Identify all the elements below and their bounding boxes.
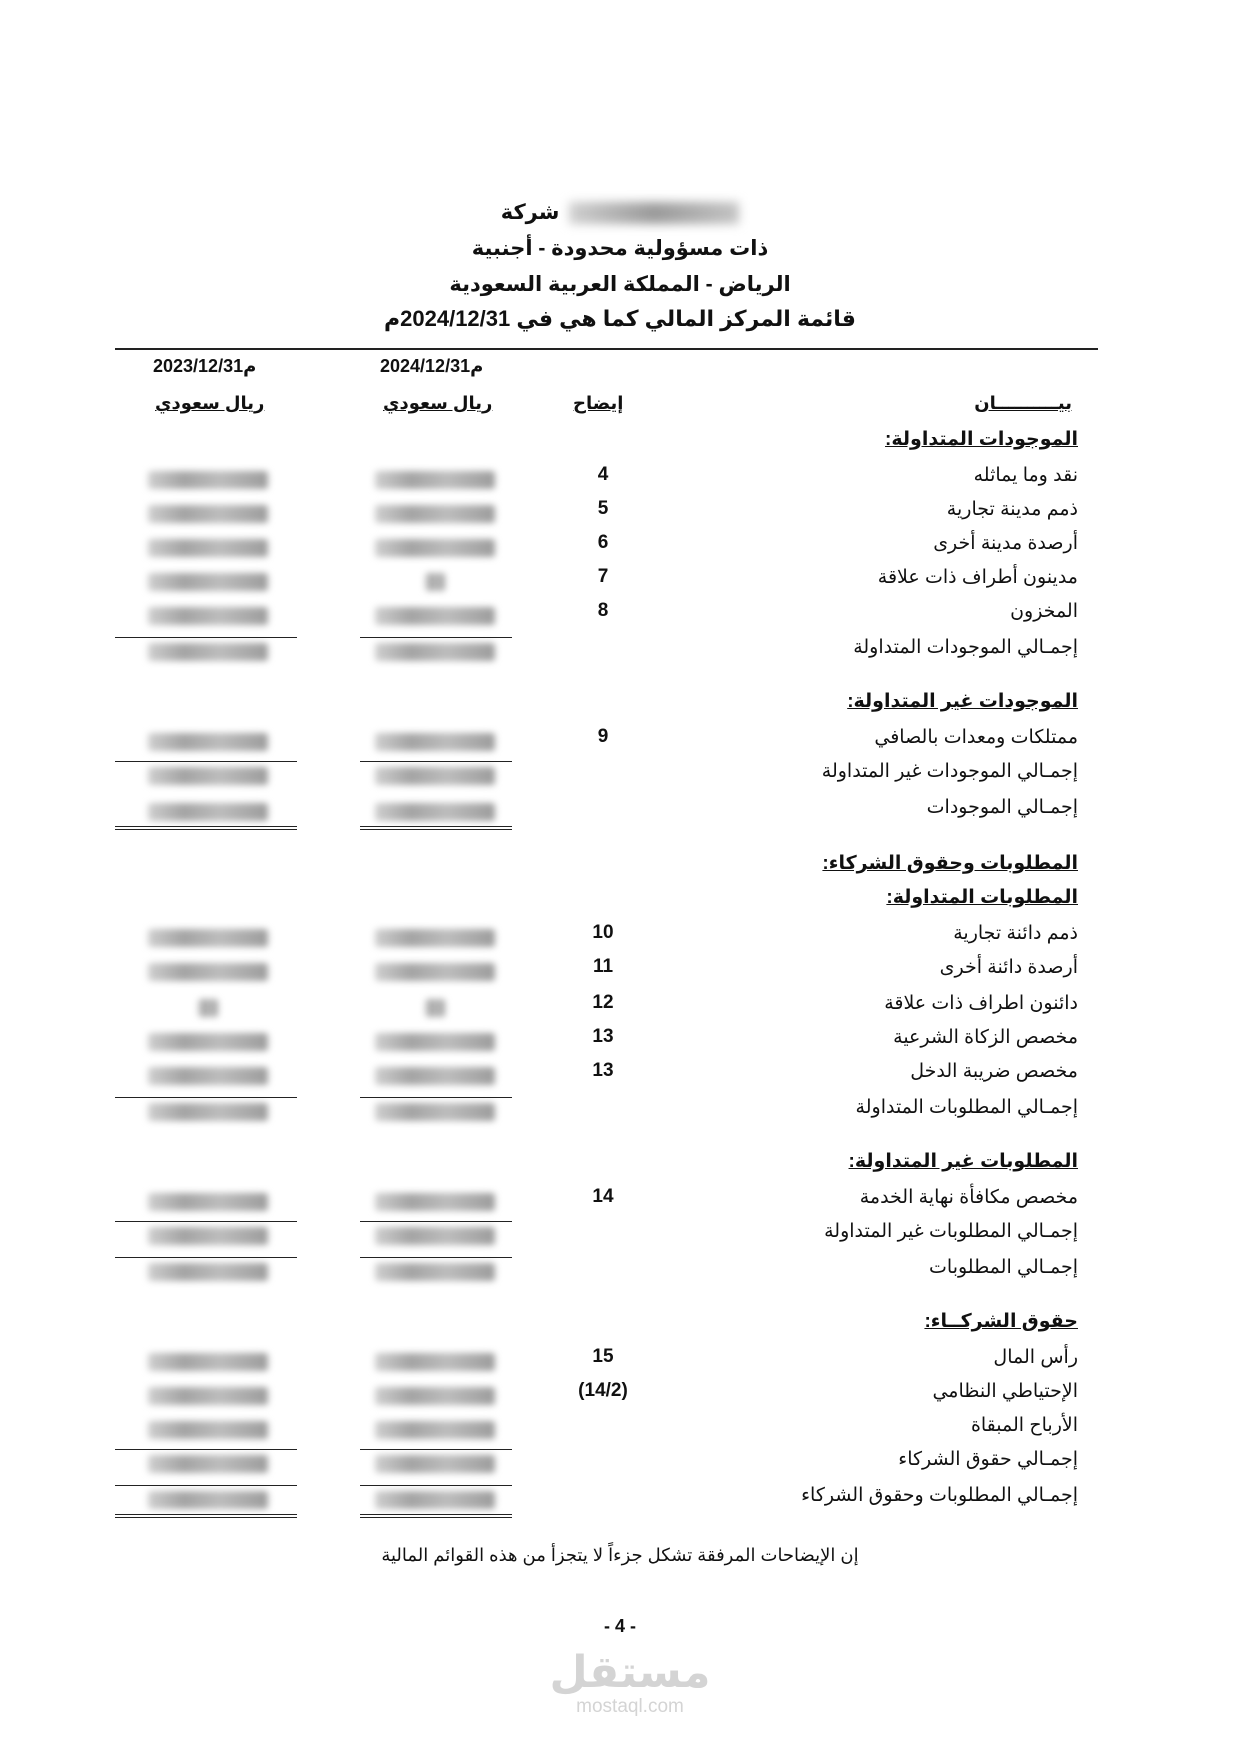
redacted-value-2023: [148, 1033, 268, 1051]
row-label: الإحتياطي النظامي: [932, 1381, 1078, 1402]
section-heading-row: [0, 1310, 1240, 1344]
redacted-value-2024: [375, 1421, 495, 1439]
redacted-value-2023: [148, 607, 268, 625]
redacted-value-2024: [375, 1491, 495, 1509]
row-label: رأس المال: [993, 1347, 1078, 1368]
row-label: إجمـالي المطلوبات: [929, 1257, 1078, 1278]
row-label: إجمـالي الموجودات المتداولة: [853, 637, 1078, 658]
section-heading-row: [0, 1150, 1240, 1184]
note-column-header: إيضاح: [573, 393, 624, 413]
redacted-value-2024: [375, 1103, 495, 1121]
watermark-arabic: مستقل: [549, 1648, 711, 1697]
row-note: 8: [597, 600, 609, 621]
subtotal-rule: [115, 637, 297, 638]
row-note: (14/2): [578, 1380, 628, 1401]
redacted-value-2024: [375, 643, 495, 661]
subtotal-rule: [115, 1485, 297, 1486]
subtotal-rule: [360, 761, 512, 762]
footnote: إن الإيضاحات المرفقة تشكل جزءاً لا يتجزأ من هذه القوائم المالية: [381, 1545, 859, 1565]
table-row: [0, 796, 1240, 830]
table-row: [0, 1346, 1240, 1380]
redacted-value-2023: [198, 999, 218, 1017]
redacted-value-2024: [375, 471, 495, 489]
redacted-value-2024: [375, 929, 495, 947]
redacted-value-2024: [375, 1263, 495, 1281]
redacted-value-2024: [375, 505, 495, 523]
row-label: نقد وما يماثله: [973, 465, 1078, 486]
redacted-value-2024: [425, 573, 445, 591]
row-label: الأرباح المبقاة: [970, 1415, 1078, 1436]
redacted-value-2023: [148, 1067, 268, 1085]
table-row: [0, 922, 1240, 956]
table-row: [0, 992, 1240, 1026]
redacted-value-2024: [375, 607, 495, 625]
row-label: ممتلكات ومعدات بالصافي: [874, 727, 1078, 748]
grand-total-double-rule: [115, 826, 297, 830]
redacted-value-2023: [148, 471, 268, 489]
redacted-value-2023: [148, 505, 268, 523]
subtotal-rule: [360, 1449, 512, 1450]
row-label: مدينون أطراف ذات علاقة: [877, 567, 1078, 588]
table-row: [0, 1414, 1240, 1448]
redacted-value-2023: [148, 573, 268, 591]
redacted-value-2023: [148, 733, 268, 751]
company-name: [0, 200, 1240, 225]
table-row: [0, 1484, 1240, 1518]
redacted-value-2023: [148, 1353, 268, 1371]
subtotal-rule: [115, 1449, 297, 1450]
subtotal-rule: [360, 1221, 512, 1222]
redacted-value-2023: [148, 1387, 268, 1405]
row-label: دائنون اطراف ذات علاقة: [884, 993, 1078, 1014]
redacted-value-2023: [148, 1455, 268, 1473]
row-label: ذمم دائنة تجارية: [953, 923, 1078, 944]
section-heading-row: [0, 428, 1240, 462]
subtotal-rule: [115, 1221, 297, 1222]
redacted-value-2024: [375, 1067, 495, 1085]
redacted-value-2024: [375, 1387, 495, 1405]
mostaql-watermark: [540, 1650, 720, 1718]
table-row: [0, 956, 1240, 990]
redacted-value-2024: [375, 1455, 495, 1473]
redacted-value-2024: [375, 767, 495, 785]
current-year-unit: ريال سعودي: [383, 393, 493, 413]
company-label: شركة: [500, 201, 560, 224]
redacted-value-2023: [148, 1421, 268, 1439]
row-note: 15: [592, 1346, 614, 1367]
company-location: الرياض - المملكة العربية السعودية: [449, 273, 791, 296]
redacted-value-2024: [375, 1033, 495, 1051]
redacted-value-2023: [148, 1263, 268, 1281]
row-note: 6: [597, 532, 609, 553]
table-row: [0, 1026, 1240, 1060]
row-note: 7: [597, 566, 609, 587]
page-number: - 4 -: [603, 1616, 636, 1636]
row-label: المطلوبات المتداولة:: [886, 887, 1078, 908]
redacted-value-2023: [148, 767, 268, 785]
grand-total-double-rule: [360, 1514, 512, 1518]
redacted-value-2023: [148, 539, 268, 557]
section-heading-row: [0, 852, 1240, 886]
redacted-value-2023: [148, 963, 268, 981]
redacted-value-2024: [375, 803, 495, 821]
row-note: 14: [592, 1186, 614, 1207]
subtotal-rule: [115, 761, 297, 762]
redacted-value-2023: [148, 803, 268, 821]
redacted-value-2024: [375, 1193, 495, 1211]
table-row: [0, 498, 1240, 532]
statement-title: قائمة المركز المالي كما هي في 2024/12/31م: [384, 306, 856, 331]
row-note: 4: [597, 464, 609, 485]
row-label: حقوق الشركــاء:: [924, 1311, 1078, 1332]
grand-total-double-rule: [360, 826, 512, 830]
row-label: إجمـالي المطلوبات المتداولة: [855, 1097, 1078, 1118]
prior-year-unit: ريال سعودي: [155, 393, 265, 413]
header-divider: [115, 348, 1098, 350]
redacted-value-2023: [148, 1227, 268, 1245]
row-label: إجمـالي المطلوبات وحقوق الشركاء: [801, 1485, 1078, 1506]
redacted-value-2023: [148, 1193, 268, 1211]
row-note: 11: [592, 956, 614, 977]
table-row: [0, 1060, 1240, 1094]
section-heading-row: [0, 886, 1240, 920]
table-row: [0, 1380, 1240, 1414]
prior-year-date: 2023/12/31م: [153, 356, 257, 376]
row-note: 5: [597, 498, 609, 519]
row-label: ذمم مدينة تجارية: [946, 499, 1078, 520]
row-label: مخصص مكافأة نهاية الخدمة: [859, 1187, 1078, 1208]
table-row: [0, 1448, 1240, 1482]
table-row: [0, 566, 1240, 600]
table-row: [0, 1186, 1240, 1220]
table-row: [0, 532, 1240, 566]
row-label: أرصدة مدينة أخرى: [933, 533, 1078, 554]
row-label: مخصص الزكاة الشرعية: [893, 1027, 1078, 1048]
row-label: المخزون: [1010, 601, 1078, 622]
table-row: [0, 464, 1240, 498]
row-note: 13: [592, 1060, 614, 1081]
row-label: المطلوبات وحقوق الشركاء:: [822, 853, 1078, 874]
section-heading-row: [0, 690, 1240, 724]
row-label: أرصدة دائنة أخرى: [939, 957, 1078, 978]
row-label: إجمـالي الموجودات غير المتداولة: [821, 761, 1078, 782]
redacted-value-2024: [375, 1353, 495, 1371]
subtotal-rule: [360, 1097, 512, 1098]
subtotal-rule: [115, 1097, 297, 1098]
redacted-value-2023: [148, 1491, 268, 1509]
company-type: ذات مسؤولية محدودة - أجنبية: [471, 237, 769, 260]
redacted-value-2024: [375, 1227, 495, 1245]
redacted-value-2023: [148, 643, 268, 661]
table-row: [0, 636, 1240, 670]
grand-total-double-rule: [115, 1514, 297, 1518]
table-row: [0, 600, 1240, 634]
watermark-latin: mostaql.com: [576, 1696, 684, 1717]
redacted-value-2023: [148, 1103, 268, 1121]
subtotal-rule: [360, 1257, 512, 1258]
description-column-header: بيــــــــــان: [974, 393, 1072, 413]
row-note: 12: [592, 992, 614, 1013]
row-label: إجمـالي الموجودات: [926, 797, 1078, 818]
table-row: [0, 726, 1240, 760]
row-label: إجمـالي حقوق الشركاء: [898, 1449, 1078, 1470]
current-year-date: 2024/12/31م: [380, 356, 484, 376]
table-row: [0, 1220, 1240, 1254]
subtotal-rule: [360, 1485, 512, 1486]
subtotal-rule: [115, 1257, 297, 1258]
redacted-company-name: [569, 202, 739, 224]
row-label: إجمـالي المطلوبات غير المتداولة: [824, 1221, 1078, 1242]
redacted-value-2024: [375, 733, 495, 751]
row-note: 13: [592, 1026, 614, 1047]
row-label: مخصص ضريبة الدخل: [910, 1061, 1078, 1082]
row-note: 10: [592, 922, 614, 943]
table-row: [0, 760, 1240, 794]
row-label: المطلوبات غير المتداولة:: [848, 1151, 1078, 1172]
table-row: [0, 1096, 1240, 1130]
table-row: [0, 1256, 1240, 1290]
row-label: الموجودات المتداولة:: [885, 429, 1078, 450]
redacted-value-2024: [425, 999, 445, 1017]
row-note: 9: [597, 726, 609, 747]
redacted-value-2024: [375, 963, 495, 981]
subtotal-rule: [360, 637, 512, 638]
row-label: الموجودات غير المتداولة:: [847, 691, 1078, 712]
redacted-value-2024: [375, 539, 495, 557]
redacted-value-2023: [148, 929, 268, 947]
